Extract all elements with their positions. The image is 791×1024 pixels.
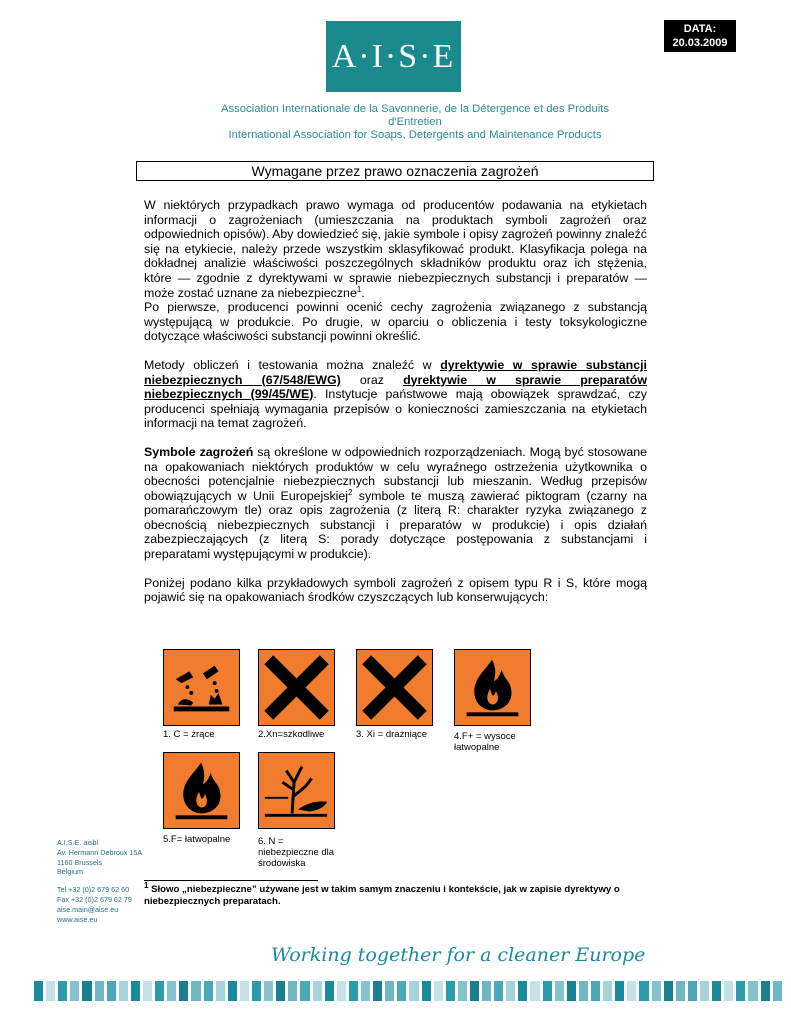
stripe-segment: [107, 981, 116, 1001]
paragraph-1: [144, 198, 647, 300]
address-tel: Tel +32 (0)2 679 62 60: [57, 885, 130, 895]
association-name-fr: Association Internationale de la Savonnerie, de la Détergence et des Produits d'Entretien: [220, 103, 610, 128]
stripe-segment: [252, 981, 261, 1001]
stripe-segment: [615, 981, 624, 1001]
corrosive-icon: [163, 649, 240, 726]
caption-irritant: 3. Xi = drażniące: [356, 729, 428, 740]
stripe-segment: [446, 981, 455, 1001]
stripe-segment: [773, 981, 782, 1001]
stripe-segment: [34, 981, 43, 1001]
stripe-segment: [276, 981, 285, 1001]
footnote-number: 1: [144, 880, 149, 890]
footnote-ref-1: 1: [356, 284, 362, 294]
stripe-segment: [506, 981, 515, 1001]
paragraph-3-c: . Instytucje państwowe mają obowiązek sprawdzać, czy producenci spełniają wymagania przepisów o konieczności zamieszczania na etykietach informacji na temat zagrożeń.: [144, 387, 647, 431]
stripe-segment: [652, 981, 661, 1001]
document-body: [144, 198, 647, 605]
stripe-segment: [191, 981, 200, 1001]
address-block: [57, 838, 142, 924]
link-substances-directive[interactable]: dyrektywie w sprawie substancji niebezpiecznych (67/548/EWG): [144, 357, 647, 387]
stripe-segment: [748, 981, 757, 1001]
caption-highly-flammable-l2: łatwopalne: [454, 742, 500, 753]
stripe-segment: [240, 981, 249, 1001]
stripe-segment: [373, 981, 382, 1001]
stripe-segment: [591, 981, 600, 1001]
stripe-segment: [337, 981, 346, 1001]
harmful-cross-icon: [258, 649, 335, 726]
stripe-segment: [131, 981, 140, 1001]
date-label: DATA:: [683, 23, 717, 35]
stripe-segment: [46, 981, 55, 1001]
stripe-segment: [82, 981, 91, 1001]
paragraph-1-end: .: [361, 285, 365, 300]
paragraph-4-bold: Symbole zagrożeń: [144, 444, 254, 459]
paragraph-4: [144, 445, 647, 562]
caption-highly-flammable-l1: 4.F+ = wysoce: [454, 731, 516, 742]
caption-highly-flammable: [454, 731, 516, 753]
footnote-text: Słowo „niebezpieczne” używane jest w takim samym znaczeniu i kontekście, jak w zapisie dyrektywy o niebezpiecznych preparatach.: [144, 884, 620, 907]
stripe-segment: [349, 981, 358, 1001]
stripe-segment: [119, 981, 128, 1001]
paragraph-3-b: oraz: [340, 372, 404, 387]
stripe-segment: [639, 981, 648, 1001]
paragraph-3-a: Metody obliczeń i testowania można znaleźć w: [144, 357, 441, 372]
page-title: Wymagane przez prawo oznaczenia zagrożeń: [136, 161, 654, 181]
stripe-segment: [300, 981, 309, 1001]
stripe-segment: [627, 981, 636, 1001]
caption-environment-l3: środowiska: [258, 858, 306, 869]
association-name: [205, 103, 625, 142]
paragraph-2: Po pierwsze, producenci powinni ocenić cechy zagrożenia związanego z substancją występującą w produkcie. Po drugie, w oparciu o obliczenia i testy toksykologiczne dotyczące właściwości substancji powinni określić.: [144, 300, 647, 344]
stripe-segment: [724, 981, 733, 1001]
stripe-segment: [761, 981, 770, 1001]
stripe-segment: [216, 981, 225, 1001]
stripe-segment: [664, 981, 673, 1001]
stripe-segment: [179, 981, 188, 1001]
stripe-segment: [555, 981, 564, 1001]
address-website[interactable]: www.aise.eu: [57, 914, 98, 924]
stripe-segment: [204, 981, 213, 1001]
caption-environment-l2: niebezpieczne dla: [258, 847, 335, 858]
paragraph-1-text: W niektórych przypadkach prawo wymaga od producentów podawania na etykietach informacji o zagrożeniach (umieszczania na produktach symboli zagrożeń oraz odpowiednich opisów). Aby dowiedzieć się, jakie symbole i opisy zagrożeń powinny znaleźć się na etykiecie, należy przede wszystkim sklasyfikować produkt. Klasyfikacja polega na dokładnej analizie właściwości poszczególnych składników produktu oraz ich stężenia, które — zgodnie z dyrektywami w sprawie niebezpiecznych substancji i preparatów — może zostać uznane za niebezpieczne: [144, 198, 647, 300]
caption-environment-l1: 6. N =: [258, 836, 284, 847]
stripe-segment: [518, 981, 527, 1001]
environment-icon: [258, 752, 335, 829]
paragraph-4-a: są określone w odpowiednich rozporządzeniach. Mogą być stosowane na opakowaniach niektórych produktów w celu wyraźnego ostrzeżenia użytkownika o obecności potencjalnie niebezpiecznych substancji lub mieszanin. Według przepisów obowiązujących w Unii Europejskiej: [144, 444, 647, 503]
stripe-segment: [264, 981, 273, 1001]
stripe-segment: [422, 981, 431, 1001]
date-value: 20.03.2009: [672, 37, 728, 49]
stripe-segment: [397, 981, 406, 1001]
date-badge: [664, 20, 736, 52]
paragraph-5: Poniżej podano kilka przykładowych symboli zagrożeń z opisem typu R i S, które mogą pojawić się na opakowaniach środków czyszczących lub konserwujących:: [144, 575, 647, 605]
association-name-en: International Association for Soaps, Detergents and Maintenance Products: [228, 129, 602, 141]
stripe-segment: [58, 981, 67, 1001]
stripe-segment: [688, 981, 697, 1001]
stripe-segment: [385, 981, 394, 1001]
caption-environment: [258, 836, 334, 869]
footer-stripe: [34, 981, 782, 1001]
caption-flammable: 5.F= łatwopalne: [163, 834, 231, 845]
stripe-segment: [325, 981, 334, 1001]
stripe-segment: [434, 981, 443, 1001]
slogan: Working together for a cleaner Europe: [271, 944, 646, 966]
stripe-segment: [579, 981, 588, 1001]
footnote: [144, 880, 644, 908]
stripe-segment: [482, 981, 491, 1001]
stripe-segment: [603, 981, 612, 1001]
stripe-segment: [143, 981, 152, 1001]
flame-icon: [454, 649, 531, 726]
stripe-segment: [155, 981, 164, 1001]
caption-harmful: 2.Xn=szkodliwe: [258, 729, 325, 740]
stripe-segment: [70, 981, 79, 1001]
footnote-ref-2: 2: [348, 487, 353, 497]
stripe-segment: [458, 981, 467, 1001]
link-preparations-directive[interactable]: dyrektywie w sprawie preparatów niebezpiecznych (99/45/WE): [144, 372, 647, 402]
address-email[interactable]: aise.main@aise.eu: [57, 904, 119, 914]
stripe-segment: [288, 981, 297, 1001]
stripe-segment: [530, 981, 539, 1001]
stripe-segment: [228, 981, 237, 1001]
paragraph-3: [144, 358, 647, 431]
stripe-segment: [470, 981, 479, 1001]
address-street: Av. Hermann Debroux 15A: [57, 847, 143, 857]
caption-corrosive: 1. C = żrące: [163, 729, 215, 740]
stripe-segment: [409, 981, 418, 1001]
stripe-segment: [494, 981, 503, 1001]
address-fax: Fax +32 (0)2 679 62 79: [57, 894, 132, 904]
stripe-segment: [736, 981, 745, 1001]
stripe-segment: [712, 981, 721, 1001]
address-country: Belgium: [57, 867, 83, 877]
stripe-segment: [543, 981, 552, 1001]
aise-logo: A·I·S·E: [326, 21, 461, 92]
address-city: 1160 Brussels: [57, 857, 103, 867]
stripe-segment: [167, 981, 176, 1001]
irritant-cross-icon: [356, 649, 433, 726]
footnote-divider: [144, 880, 318, 881]
stripe-segment: [567, 981, 576, 1001]
stripe-segment: [700, 981, 709, 1001]
stripe-segment: [361, 981, 370, 1001]
flame-icon: [163, 752, 240, 829]
address-org: A.I.S.E. aisbl: [57, 838, 99, 847]
stripe-segment: [95, 981, 104, 1001]
paragraph-4-b: symbole te muszą zawierać piktogram (czarny na pomarańczowym tle) oraz opis zagrożenia (z literą R: charakter ryzyka związanego z obecnością niebezpiecznych substancji i preparatów w produkcie) i opis działań zabezpieczających (z literą S: porady dotyczące postępowania z substancjami i preparatami występującymi w produkcie).: [144, 488, 647, 562]
stripe-segment: [676, 981, 685, 1001]
stripe-segment: [313, 981, 322, 1001]
